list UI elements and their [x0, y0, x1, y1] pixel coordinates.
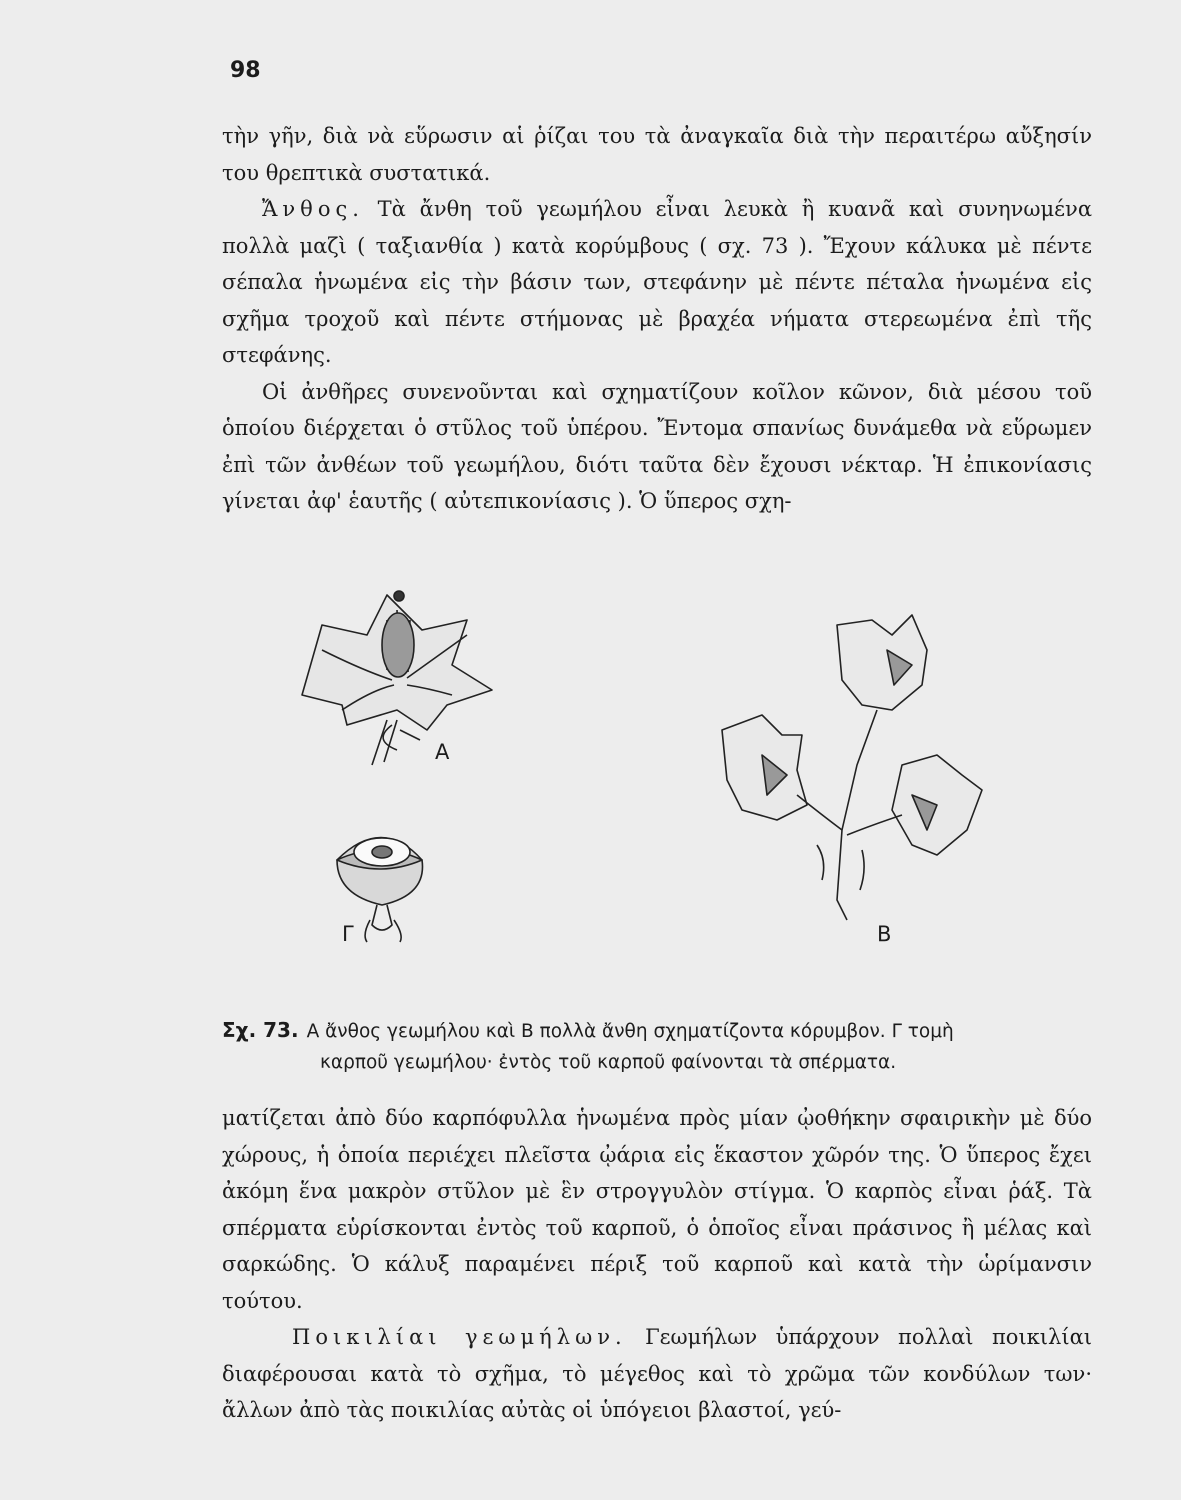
body-text-bottom: [222, 1100, 1092, 1429]
paragraph-flower: Ἄνθος. Τὰ ἄνθη τοῦ γεωμήλου εἶναι λευκὰ ἢ κυανᾶ καὶ συνηνωμένα πολλὰ μαζὶ ( ταξιανθία ) κατὰ κορύμβους ( σχ. 73 ). Ἔχουν κάλυκα μὲ πέντε σέπαλα ἡνωμένα εἰς τὴν βάσιν των, στεφάνην μὲ πέντε πέταλα ἡνωμένα εἰς σχῆμα τροχοῦ καὶ πέντε στήμονας μὲ βραχέα νήματα στερεωμένα ἐπὶ τῆς στεφάνης.: [222, 197, 1092, 367]
caption-text-line2: καρποῦ γεωμήλου· ἐντὸς τοῦ καρποῦ φαίνονται τὰ σπέρματα.: [320, 1052, 897, 1073]
page-number: 98: [230, 58, 261, 83]
section-heading-flower: Ἄνθος.: [262, 197, 364, 221]
figure-label-b: Β: [877, 922, 892, 946]
section-heading-varieties: Ποικιλίαι γεωμήλων.: [292, 1325, 627, 1349]
botanical-illustration: [222, 590, 1092, 1010]
paragraph: τὴν γῆν, διὰ νὰ εὕρωσιν αἱ ῥίζαι του τὰ ἀναγκαῖα διὰ τὴν περαιτέρω αὔξησίν του θρεπτικὰ συστατικά.: [222, 124, 1092, 185]
figure-73: [222, 590, 1092, 1010]
paragraph: Οἱ ἀνθῆρες συνενοῦνται καὶ σχηματίζουν κοῖλον κῶνον, διὰ μέσου τοῦ ὁποίου διέρχεται ὁ στῦλος τοῦ ὑπέρου. Ἔντομα σπανίως δυνάμεθα νὰ εὕρωμεν ἐπὶ τῶν ἀνθέων τοῦ γεωμήλου, διότι ταῦτα δὲν ἔχουσι νέκταρ. Ἡ ἐπικονίασις γίνεται ἀφ' ἑαυτῆς ( αὐτεπικονίασις ). Ὁ ὕπερος σχη-: [222, 379, 1092, 513]
figure-label-a: Α: [435, 740, 450, 764]
flower-a-drawing: [302, 591, 492, 765]
figure-label-c: Γ: [342, 922, 354, 946]
caption-number: Σχ. 73.: [222, 1018, 299, 1042]
figure-caption: [222, 1015, 1092, 1078]
paragraph: ματίζεται ἀπὸ δύο καρπόφυλλα ἡνωμένα πρὸς μίαν ᾠοθήκην σφαιρικὴν μὲ δύο χώρους, ἡ ὁποία περιέχει πλεῖστα ᾠάρια εἰς ἕκαστον χῶρόν της. Ὁ ὕπερος ἔχει ἀκόμη ἕνα μακρὸν στῦλον μὲ ἓν στρογγυλὸν στίγμα. Ὁ καρπὸς εἶναι ῥάξ. Τὰ σπέρματα εὑρίσκονται ἐντὸς τοῦ καρποῦ, ὁ ὁποῖος εἶναι πράσινος ἢ μέλας καὶ σαρκώδης. Ὁ κάλυξ παραμένει πέριξ τοῦ καρποῦ καὶ κατὰ τὴν ὡρίμανσιν τούτου.: [222, 1106, 1092, 1313]
paragraph-varieties: Ποικιλίαι γεωμήλων. Γεωμήλων ὑπάρχουν πολλαὶ ποικιλίαι διαφέρουσαι κατὰ τὸ σχῆμα, τὸ μέγεθος καὶ τὸ χρῶμα τῶν κονδύλων των· ἄλλων ἀπὸ τὰς ποικιλίας αὐτὰς οἱ ὑπόγειοι βλαστοί, γεύ-: [222, 1325, 1092, 1422]
caption-text-line1: Α ἄνθος γεωμήλου καὶ Β πολλὰ ἄνθη σχηματίζοντα κόρυμβον. Γ τομὴ: [306, 1021, 954, 1042]
flower-b-drawing: [722, 615, 982, 920]
body-text-top: [222, 118, 1092, 520]
